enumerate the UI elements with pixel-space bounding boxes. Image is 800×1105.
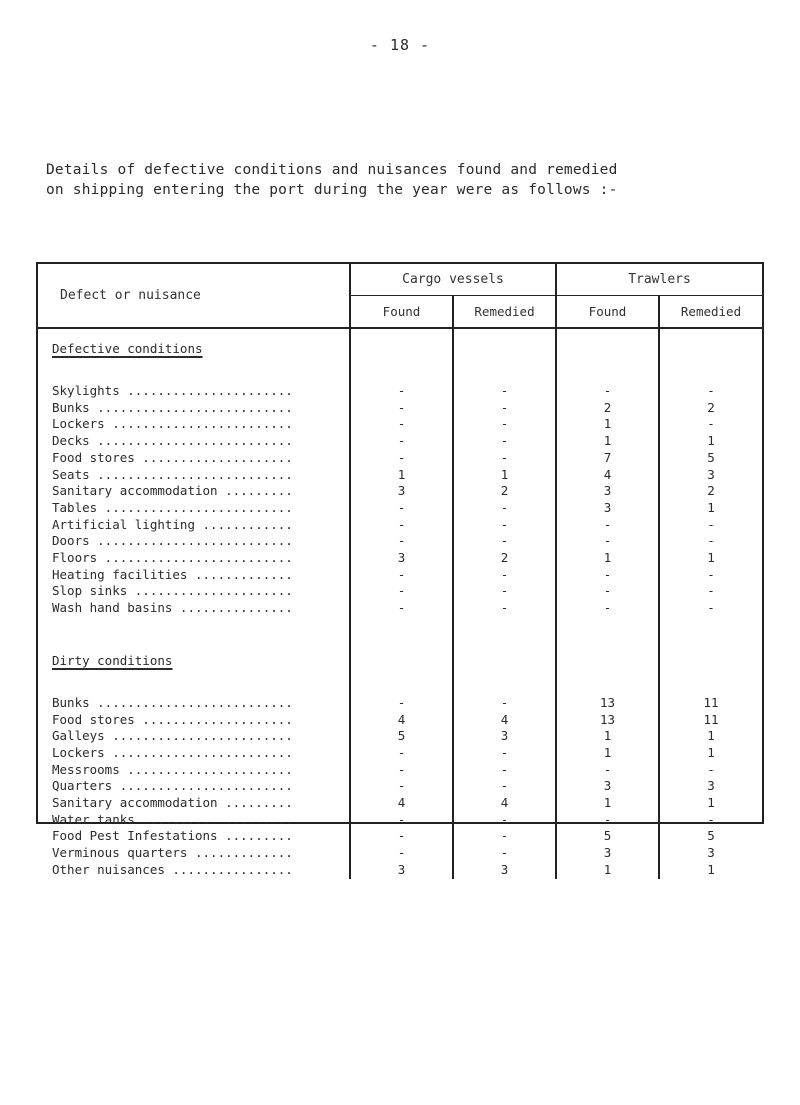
cell-trawlers-found: 4: [556, 467, 659, 484]
cell-cargo-found: -: [350, 828, 453, 845]
cell-cargo-found: -: [350, 383, 453, 400]
cell-trawlers-found: 1: [556, 550, 659, 567]
cell-cargo-remedied: -: [453, 383, 556, 400]
cell-trawlers-remedied: 11: [659, 695, 762, 712]
cell-cargo-remedied: 1: [453, 467, 556, 484]
cell-cargo-remedied: -: [453, 450, 556, 467]
row-label: Bunks ..........................: [52, 694, 293, 710]
section-spacer: [38, 369, 762, 383]
cell-cargo-found: 4: [350, 795, 453, 812]
section-title: Defective conditions: [52, 341, 203, 356]
section-spacer: [38, 681, 762, 695]
cell-cargo-remedied: -: [453, 600, 556, 617]
cell-trawlers-remedied: 1: [659, 862, 762, 879]
intro-paragraph: [46, 160, 766, 200]
cell-trawlers-found: -: [556, 383, 659, 400]
cell-trawlers-remedied: -: [659, 600, 762, 617]
intro-line-2: on shipping entering the port during the year were as follows :-: [46, 182, 618, 198]
cell-trawlers-remedied: 11: [659, 712, 762, 729]
table-row: [38, 433, 762, 450]
cell-trawlers-found: 3: [556, 500, 659, 517]
cell-cargo-remedied: -: [453, 745, 556, 762]
row-label: Quarters .......................: [52, 778, 293, 794]
cell-cargo-found: -: [350, 812, 453, 829]
table-row: [38, 533, 762, 550]
cell-trawlers-remedied: -: [659, 812, 762, 829]
section-title: Dirty conditions: [52, 652, 173, 668]
cell-cargo-remedied: -: [453, 845, 556, 862]
header-trawlers: Trawlers: [556, 264, 762, 296]
cell-cargo-found: -: [350, 450, 453, 467]
row-label: Bunks ..........................: [52, 399, 293, 415]
cell-cargo-found: -: [350, 433, 453, 450]
cell-trawlers-found: 1: [556, 728, 659, 745]
cell-trawlers-found: -: [556, 600, 659, 617]
cell-trawlers-remedied: 2: [659, 483, 762, 500]
table-row: [38, 383, 762, 400]
cell-trawlers-found: -: [556, 583, 659, 600]
cell-cargo-remedied: -: [453, 812, 556, 829]
cell-cargo-found: -: [350, 500, 453, 517]
cell-cargo-found: 3: [350, 483, 453, 500]
cell-cargo-remedied: 4: [453, 712, 556, 729]
cell-trawlers-found: 1: [556, 416, 659, 433]
cell-cargo-remedied: -: [453, 416, 556, 433]
cell-cargo-remedied: -: [453, 778, 556, 795]
table-row: [38, 778, 762, 795]
row-label: Floors .........................: [52, 550, 293, 566]
cell-cargo-found: 4: [350, 712, 453, 729]
row-label: Water tanks ....................: [52, 811, 293, 827]
cell-trawlers-found: 5: [556, 828, 659, 845]
table-row: [38, 550, 762, 567]
row-label: Lockers ........................: [52, 416, 293, 432]
cell-cargo-remedied: 3: [453, 862, 556, 879]
table-row: [38, 795, 762, 812]
row-label: Wash hand basins ...............: [52, 600, 293, 616]
row-label: Food Pest Infestations .........: [52, 828, 293, 844]
table-row: [38, 450, 762, 467]
row-label: Food stores ....................: [52, 449, 293, 465]
table-row: [38, 745, 762, 762]
table-row: [38, 728, 762, 745]
cell-trawlers-remedied: 1: [659, 745, 762, 762]
cell-cargo-found: -: [350, 695, 453, 712]
cell-cargo-remedied: -: [453, 583, 556, 600]
cell-cargo-found: 5: [350, 728, 453, 745]
row-label: Doors ..........................: [52, 533, 293, 549]
cell-cargo-remedied: -: [453, 762, 556, 779]
table-row: [38, 583, 762, 600]
header-cargo-remedied: Remedied: [453, 296, 556, 329]
row-label: Slop sinks .....................: [52, 583, 293, 599]
cell-trawlers-remedied: 1: [659, 728, 762, 745]
cell-trawlers-remedied: 3: [659, 778, 762, 795]
cell-trawlers-remedied: 3: [659, 845, 762, 862]
table-row: [38, 467, 762, 484]
row-label: Sanitary accommodation .........: [52, 483, 293, 499]
cell-cargo-remedied: -: [453, 695, 556, 712]
table-row: [38, 517, 762, 534]
cell-cargo-found: -: [350, 400, 453, 417]
table-row: [38, 862, 762, 879]
table-row: [38, 400, 762, 417]
table-row: [38, 712, 762, 729]
cell-cargo-remedied: 4: [453, 795, 556, 812]
table-row: [38, 812, 762, 829]
cell-trawlers-found: 1: [556, 862, 659, 879]
defects-table: [36, 262, 764, 877]
cell-trawlers-remedied: 1: [659, 500, 762, 517]
row-label: Lockers ........................: [52, 744, 293, 760]
section-header: [38, 328, 762, 369]
row-label: Skylights ......................: [52, 383, 293, 398]
cell-cargo-found: -: [350, 567, 453, 584]
header-trawlers-found: Found: [556, 296, 659, 329]
cell-trawlers-remedied: -: [659, 762, 762, 779]
cell-trawlers-remedied: 1: [659, 795, 762, 812]
cell-trawlers-found: 3: [556, 845, 659, 862]
cell-cargo-found: -: [350, 745, 453, 762]
cell-cargo-remedied: -: [453, 517, 556, 534]
cell-cargo-found: -: [350, 533, 453, 550]
row-label: Other nuisances ................: [52, 861, 293, 877]
table-row: [38, 828, 762, 845]
row-label: Galleys ........................: [52, 728, 293, 744]
section-header: [38, 641, 762, 681]
row-label: Verminous quarters .............: [52, 845, 293, 861]
cell-trawlers-found: -: [556, 762, 659, 779]
cell-cargo-remedied: 2: [453, 483, 556, 500]
cell-cargo-found: -: [350, 517, 453, 534]
row-label: Tables .........................: [52, 499, 293, 515]
cell-cargo-remedied: -: [453, 433, 556, 450]
cell-trawlers-remedied: -: [659, 416, 762, 433]
header-trawlers-remedied: Remedied: [659, 296, 762, 329]
row-label: Sanitary accommodation .........: [52, 795, 293, 811]
cell-cargo-found: -: [350, 583, 453, 600]
cell-cargo-found: 3: [350, 550, 453, 567]
cell-trawlers-remedied: 3: [659, 467, 762, 484]
cell-cargo-found: -: [350, 600, 453, 617]
table-body: [38, 328, 762, 879]
header-cargo-vessels: Cargo vessels: [350, 264, 556, 296]
table-row: [38, 567, 762, 584]
cell-cargo-remedied: -: [453, 533, 556, 550]
cell-trawlers-remedied: -: [659, 583, 762, 600]
row-label: Artificial lighting ............: [52, 516, 293, 532]
cell-trawlers-found: -: [556, 567, 659, 584]
cell-cargo-found: -: [350, 778, 453, 795]
cell-trawlers-found: 3: [556, 483, 659, 500]
cell-trawlers-remedied: -: [659, 533, 762, 550]
cell-trawlers-remedied: 5: [659, 828, 762, 845]
section-gap: [38, 617, 762, 641]
cell-cargo-found: 1: [350, 467, 453, 484]
cell-cargo-remedied: 3: [453, 728, 556, 745]
cell-trawlers-found: 1: [556, 795, 659, 812]
cell-cargo-found: -: [350, 762, 453, 779]
cell-cargo-remedied: -: [453, 400, 556, 417]
page-number: - 18 -: [369, 36, 431, 54]
table-row: [38, 500, 762, 517]
cell-cargo-found: -: [350, 416, 453, 433]
header-cargo-found: Found: [350, 296, 453, 329]
cell-trawlers-remedied: 5: [659, 450, 762, 467]
cell-cargo-found: 3: [350, 862, 453, 879]
cell-cargo-found: -: [350, 845, 453, 862]
table-row: [38, 695, 762, 712]
row-label: Decks ..........................: [52, 433, 293, 449]
row-label: Food stores ....................: [52, 711, 293, 727]
cell-trawlers-found: 1: [556, 433, 659, 450]
cell-trawlers-remedied: 1: [659, 550, 762, 567]
intro-line-1: Details of defective conditions and nuisances found and remedied: [46, 162, 618, 178]
cell-trawlers-remedied: 2: [659, 400, 762, 417]
row-label: Heating facilities .............: [52, 566, 293, 582]
row-label: Messrooms ......................: [52, 761, 293, 777]
cell-trawlers-found: 13: [556, 712, 659, 729]
table-row: [38, 600, 762, 617]
cell-trawlers-remedied: 1: [659, 433, 762, 450]
cell-trawlers-found: 2: [556, 400, 659, 417]
cell-trawlers-found: -: [556, 812, 659, 829]
cell-cargo-remedied: 2: [453, 550, 556, 567]
cell-cargo-remedied: -: [453, 567, 556, 584]
table-row: [38, 416, 762, 433]
cell-trawlers-remedied: -: [659, 567, 762, 584]
table-row: [38, 483, 762, 500]
cell-cargo-remedied: -: [453, 828, 556, 845]
cell-trawlers-found: -: [556, 533, 659, 550]
header-defect: Defect or nuisance: [38, 264, 350, 328]
row-label: Seats ..........................: [52, 466, 293, 482]
cell-trawlers-found: 7: [556, 450, 659, 467]
cell-trawlers-found: 3: [556, 778, 659, 795]
cell-trawlers-found: 1: [556, 745, 659, 762]
table-row: [38, 762, 762, 779]
cell-trawlers-found: -: [556, 517, 659, 534]
cell-trawlers-remedied: -: [659, 517, 762, 534]
table-row: [38, 845, 762, 862]
cell-trawlers-remedied: -: [659, 383, 762, 400]
cell-trawlers-found: 13: [556, 695, 659, 712]
cell-cargo-remedied: -: [453, 500, 556, 517]
